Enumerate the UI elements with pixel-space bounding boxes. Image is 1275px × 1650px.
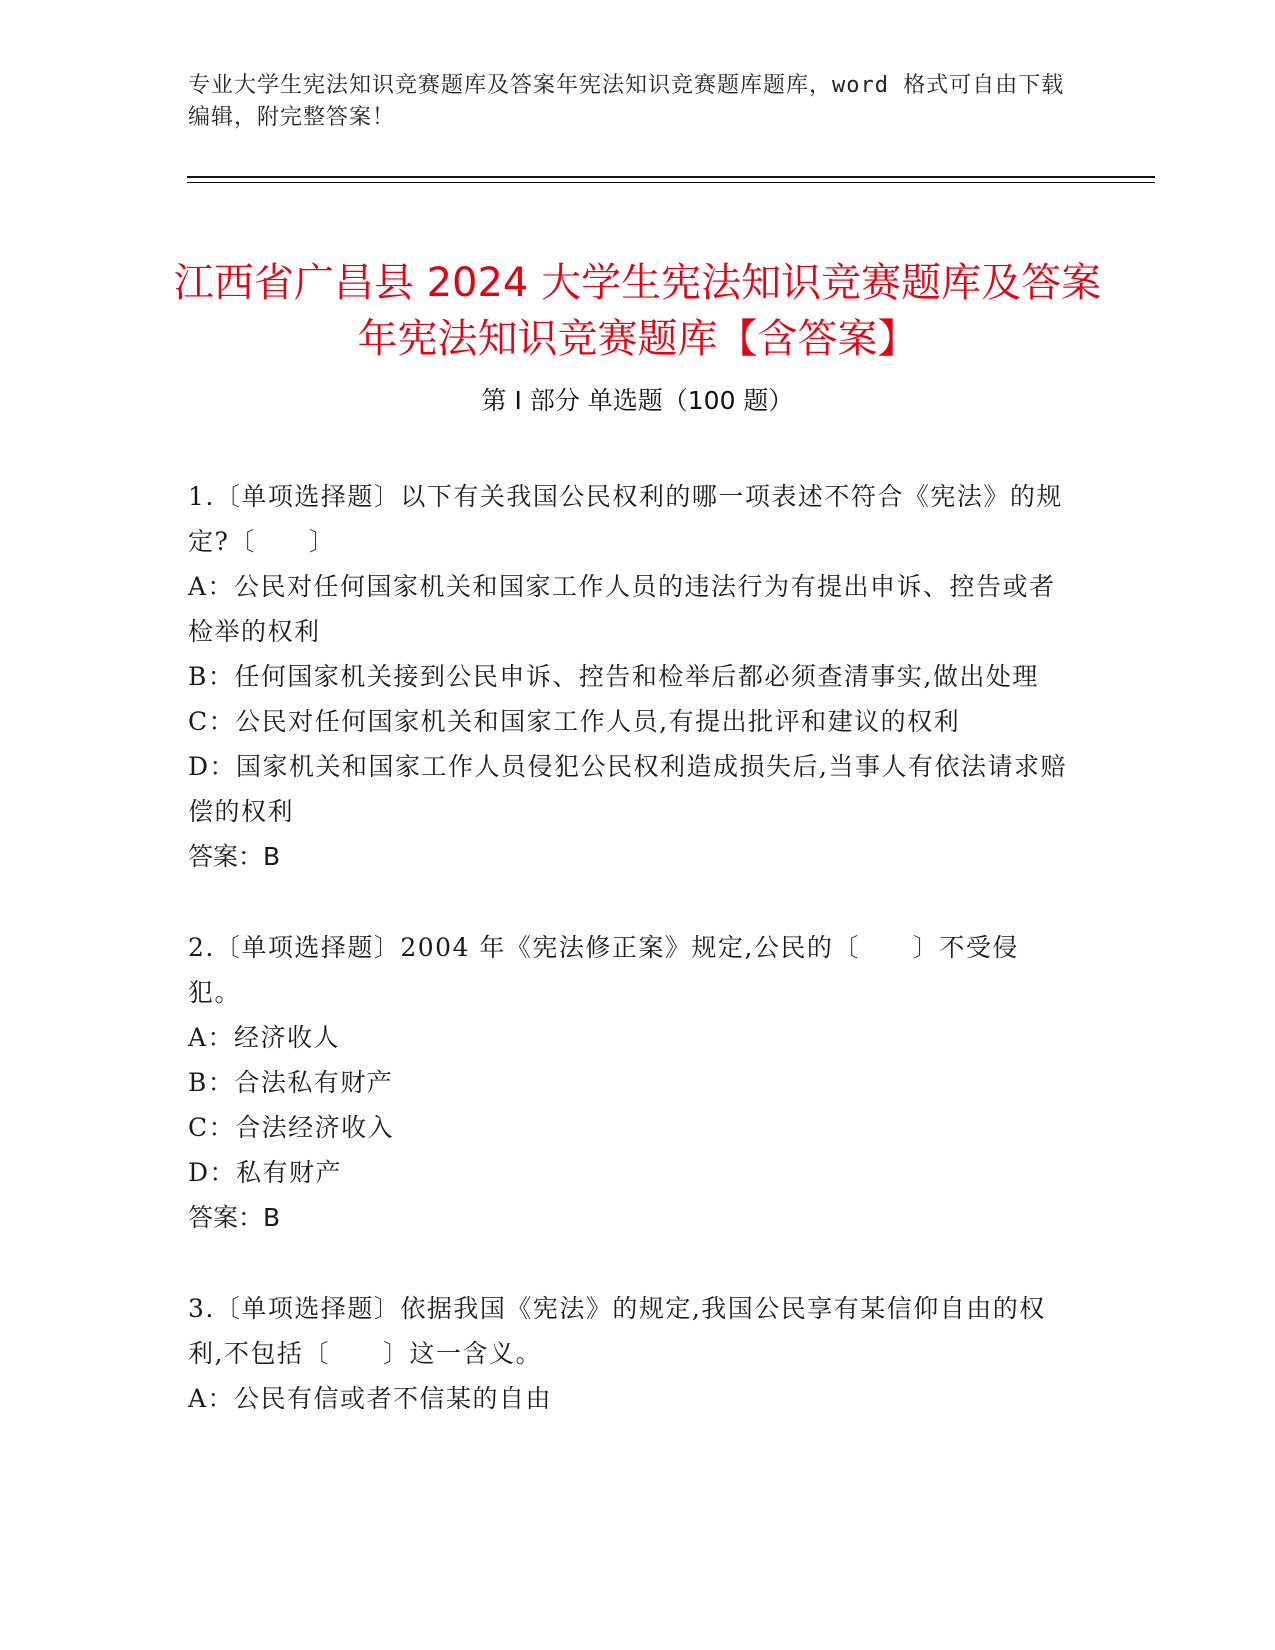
question-stem: 1.〔单项选择题〕以下有关我国公民权利的哪一项表述不符合《宪法》的规定?〔 〕 — [188, 482, 1063, 556]
header-divider-thin — [187, 182, 1155, 183]
question-stem: 2.〔单项选择题〕2004 年《宪法修正案》规定,公民的〔 〕不受侵犯。 — [188, 933, 1019, 1007]
option-a: A：公民对任何国家机关和国家工作人员的违法行为有提出申诉、控告或者检举的权利 — [188, 572, 1056, 646]
option-b: B：合法私有财产 — [188, 1068, 394, 1097]
option-d: D：国家机关和国家工作人员侵犯公民权利造成损失后,当事人有依法请求赔偿的权利 — [188, 752, 1067, 826]
option-c: C：公民对任何国家机关和国家工作人员,有提出批评和建议的权利 — [188, 707, 961, 736]
option-a: A：经济收人 — [188, 1023, 341, 1052]
document-title: 江西省广昌县 2024 大学生宪法知识竞赛题库及答案年宪法知识竞赛题库【含答案】 — [173, 259, 1102, 362]
answer-line: 答案：B — [188, 842, 281, 871]
header-note: 专业大学生宪法知识竞赛题库及答案年宪法知识竞赛题库题库，word 格式可自由下载编辑，附完整答案！ — [188, 73, 1065, 130]
option-a: A：公民有信或者不信某的自由 — [188, 1384, 553, 1413]
question-1 — [188, 474, 1068, 879]
question-3 — [188, 1286, 1068, 1421]
question-list — [188, 474, 1068, 1467]
section-title: 第 I 部分 单选题（100 题） — [481, 386, 794, 415]
option-b: B：任何国家机关接到公民申诉、控告和检举后都必须查清事实,做出处理 — [188, 662, 1039, 691]
question-2 — [188, 925, 1068, 1240]
option-d: D：私有财产 — [188, 1158, 343, 1187]
question-stem: 3.〔单项选择题〕依据我国《宪法》的规定,我国公民享有某信仰自由的权利,不包括〔 〕这一含义。 — [188, 1294, 1046, 1368]
option-c: C：合法经济收入 — [188, 1113, 395, 1142]
answer-line: 答案：B — [188, 1203, 281, 1232]
header-divider-thick — [187, 176, 1155, 178]
